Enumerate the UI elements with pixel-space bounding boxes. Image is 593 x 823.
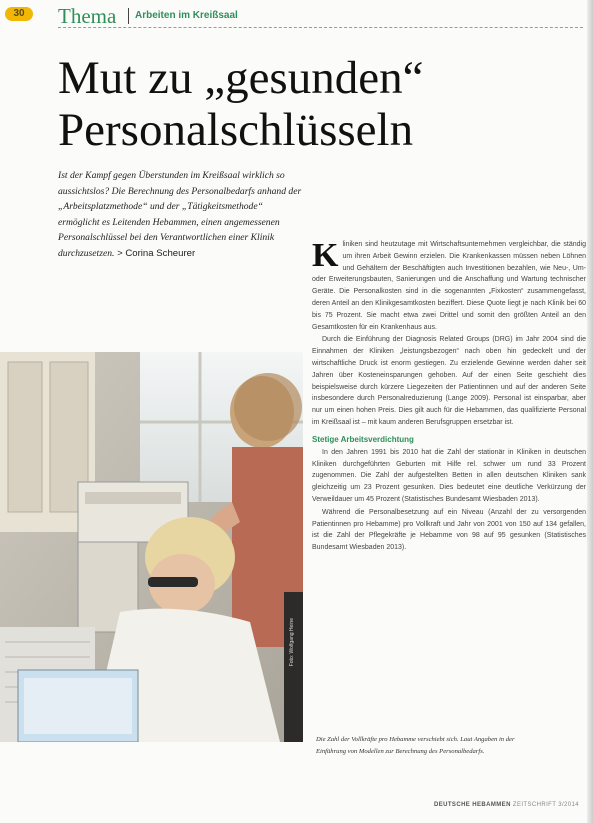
body-paragraph-1: liniken sind heutzutage mit Wirtschaftsunternehmen vergleichbar, die ständig um ihren Arbeit Gewinn erzielen. Die Krankenkassen müssen neben Löhnen und Gehältern der Beschäftigten auch Investitionen bezahlen, wie Neu-, Um- oder Erweiterungsbauten, Sanierungen und die Anschaffung und Wartung technischer Geräte. Die Personalkosten sind in die sogenannten „Fixkosten“ zusammengefasst, deren Anteil an den Klinikgesamtkosten beziffert. Diese Quote liegt je nach Klinik bei 60 bis 75 Prozent. Sie macht etwa zwei Drittel und somit den größten Anteil an den Gesamtkosten für ein Krankenhaus aus.: [312, 241, 586, 331]
body-paragraph-4: Während die Personalbesetzung auf ein Niveau (Anzahl der zu versorgenden Patientinnen pro Hebamme) pro Vollkraft und Jahr von 2001 von 150 auf 134 gefallen, ist die Zahl der Pflegekräfte je Hebamme von 98 auf 95 gesunken (Statistisches Bundesamt Wiesbaden 2013).: [312, 508, 586, 552]
drop-cap: K: [312, 237, 339, 274]
article-title-line-1: Mut zu „gesunden“: [58, 52, 424, 104]
article-title-line-2: Personalschlüsseln: [58, 104, 414, 156]
article-title: [58, 52, 578, 156]
photo-caption: Die Zahl der Vollkräfte pro Hebamme verschiebt sich. Laut Angaben in der Einführung von Modellen zur Berechnung des Personalbedarfs.: [316, 736, 515, 755]
lead-paragraph: [58, 168, 306, 262]
body-column: [312, 239, 586, 555]
body-paragraph-2: Durch die Einführung der Diagnosis Related Groups (DRG) im Jahr 2004 sind die Einnahmen der Kliniken „leistungsbezogen“ nach oben hin gedeckelt und der wirtschaftliche Druck ist enorm gestiegen. Zu erzielende Gewinne werden daher seit Jahren über Kosteneinsparungen gehoben. Auf der einen Seite geschieht dies beispielsweise durch kürzere Liegezeiten der Patientinnen und auf der anderen Seite insbesondere durch Personalreduzierung (Lange 2009). Personal ist einsparbar, aber nur um einen hohen Preis. Dies gilt auch für die Hebammen, das qualifizierte Personal im Kreißsaal ist – mit kaum anderen Berufsgruppen ersetzbar ist.: [312, 336, 586, 426]
photo-illustration: [0, 352, 303, 742]
photo-credit: Foto: Wolfgang Heine: [289, 618, 295, 667]
footer-issue: ZEITSCHRIFT 3/2014: [510, 802, 579, 808]
page-spine-shadow: [587, 0, 593, 823]
body-paragraph-3: In den Jahren 1991 bis 2010 hat die Zahl der stationär in Kliniken in deutschen Kliniken durchgeführten Geburten mit Hilfe rel. schwer um rund 33 Prozent zugenommen. Die Zahl der aufgestellten Betten in allen deutschen Kliniken sank gleichzeitig um 23 Prozent gesunken. Dies bedeutet eine deutliche Verkürzung der Verweildauer um 45 Prozent (Statistisches Bundesamt Wiesbaden 2013).: [312, 448, 586, 503]
lead-text: Ist der Kampf gegen Überstunden im Kreißsaal wirklich so aussichtslos? Die Berechnung des Personalbedarfs anhand der „Arbeitsplatzmethode“ und der „Tätigkeitsmethode“ ermöglicht es Leitenden Hebammen, einen angemessenen Personalschlüssel bei den Verantwortlichen einer Klinik durchzusetzen.: [58, 170, 302, 259]
footer-journal: DEUTSCHE HEBAMMEN: [434, 802, 511, 808]
author-byline: > Corina Scheurer: [114, 247, 196, 259]
body-subheading: Stetige Arbeitsverdichtung: [312, 434, 414, 444]
category-label: Thema: [58, 4, 117, 28]
header-separator: [128, 8, 129, 24]
section-label: Arbeiten im Kreißsaal: [135, 10, 238, 21]
article-photo: [0, 352, 303, 742]
page-footer: [434, 802, 579, 808]
header-rule: [58, 27, 583, 28]
page-number: 30: [5, 7, 33, 21]
